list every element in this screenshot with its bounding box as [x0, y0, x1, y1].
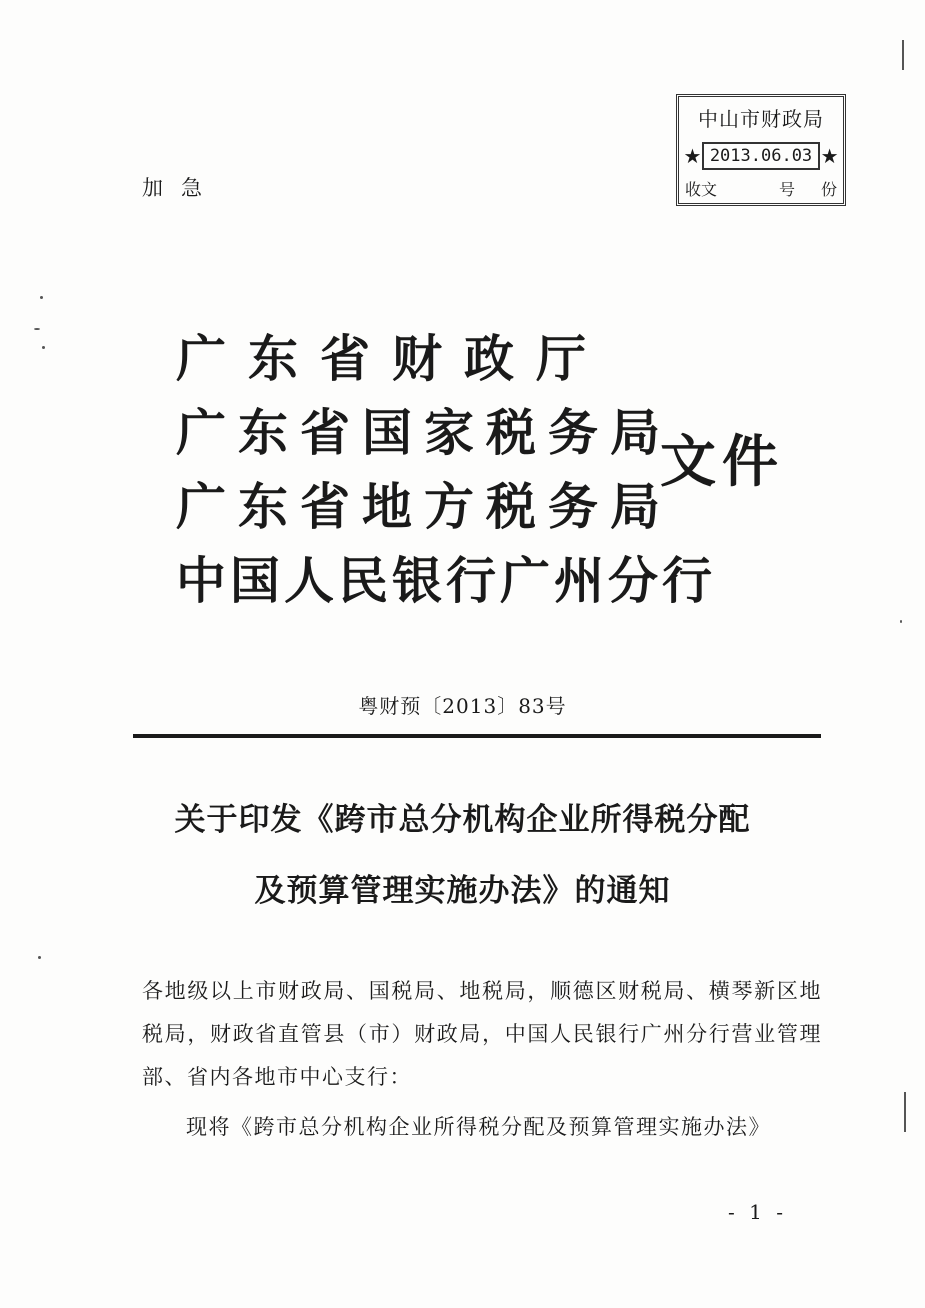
- header-divider: [133, 734, 821, 738]
- stamp-organization: 中山市财政局: [698, 107, 824, 131]
- stamp-receipt-label: 收文: [685, 180, 718, 199]
- urgency-marker: 加急: [142, 176, 220, 200]
- issuer-line: 广东省地方税务局: [176, 477, 672, 536]
- scan-speck: [904, 1092, 906, 1132]
- scan-speck: [42, 346, 45, 349]
- body-paragraph: 现将《跨市总分机构企业所得税分配及预算管理实施办法》: [186, 1115, 771, 1139]
- scan-speck: [40, 296, 43, 299]
- document-title-line-1: 关于印发《跨市总分机构企业所得税分配: [174, 802, 751, 838]
- stamp-date-row: [683, 139, 839, 173]
- scan-speck: [902, 40, 904, 70]
- document-type-suffix: 文件: [660, 429, 784, 495]
- issuer-line: 中国人民银行广州分行: [176, 551, 716, 610]
- document-number: 粤财预〔2013〕83号: [358, 694, 567, 718]
- stamp-copies-label: 份: [820, 180, 837, 199]
- star-icon: ★: [683, 144, 702, 168]
- issuer-line: 广东省财政厅: [176, 329, 608, 388]
- receipt-stamp: [676, 94, 846, 206]
- scan-speck: [900, 620, 902, 623]
- issuer-line: 广东省国家税务局: [176, 403, 672, 462]
- stamp-date: 2013.06.03: [702, 142, 820, 170]
- star-icon: ★: [820, 144, 839, 168]
- scan-speck: [38, 956, 41, 959]
- recipients-paragraph: 各地级以上市财政局、国税局、地税局，顺德区财税局、横琴新区地税局，财政省直管县（市）财政局，中国人民银行广州分行营业管理部、省内各地市中心支行：: [142, 979, 822, 1089]
- scan-speck: [34, 328, 40, 330]
- page-number: - 1 -: [728, 1200, 787, 1224]
- stamp-number-label: 号: [778, 180, 795, 199]
- issuing-authorities: [176, 322, 716, 618]
- stamp-bottom-row: [685, 177, 837, 200]
- document-title-line-2: 及预算管理实施办法》的通知: [254, 873, 671, 909]
